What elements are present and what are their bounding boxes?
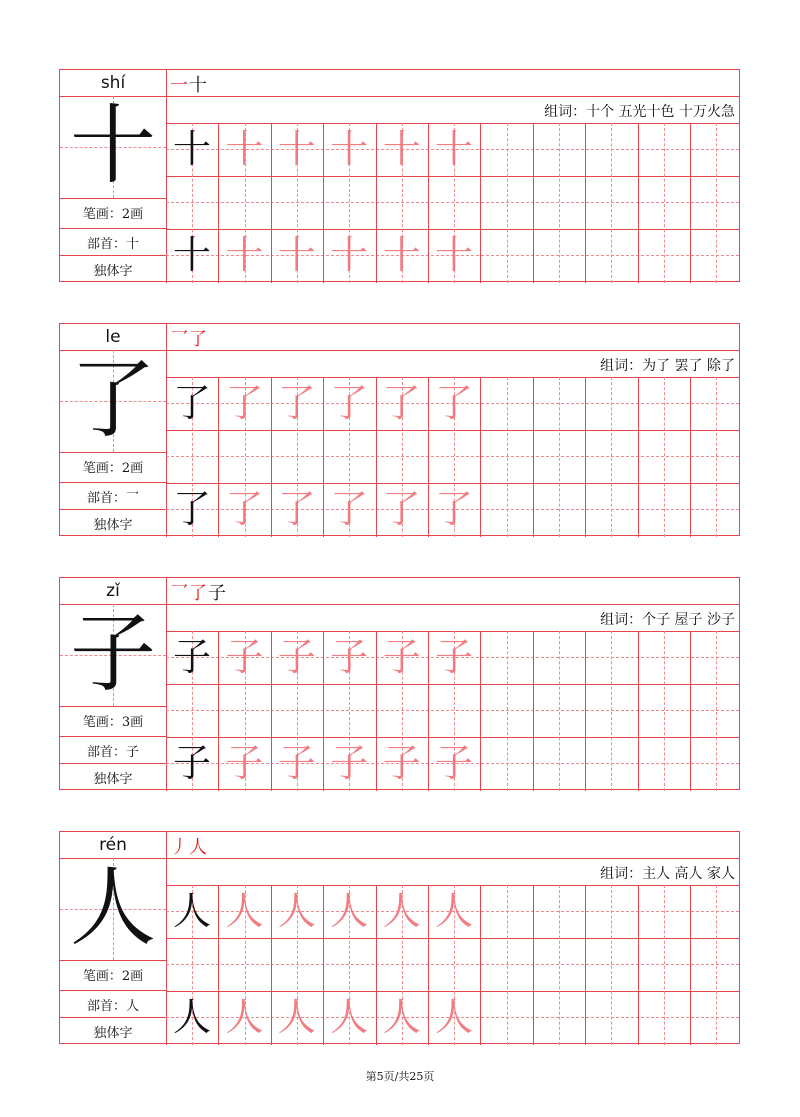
grid-col-rule (638, 885, 639, 1045)
grid-col-rule (716, 885, 717, 1045)
trace-character: 了 (382, 381, 421, 425)
trace-character: 人 (382, 889, 421, 933)
trace-character: 十 (382, 127, 421, 171)
left-panel-rule (60, 228, 166, 229)
trace-character: 十 (225, 233, 264, 277)
stroke-order (170, 325, 208, 351)
grid-mid-guide (166, 456, 739, 457)
stroke-count: 笔画：3画 (82, 715, 144, 730)
word-examples: 组词：为了 罢了 除了 (600, 358, 735, 374)
grid-mid-guide (166, 710, 739, 711)
stroke-order (170, 833, 208, 859)
grid-row-rule (166, 96, 739, 97)
model-character: 子 (172, 635, 211, 679)
trace-character: 子 (382, 635, 421, 679)
trace-character: 了 (225, 381, 264, 425)
model-character: 人 (172, 889, 211, 933)
trace-character: 十 (434, 127, 473, 171)
grid-col-rule (559, 631, 560, 791)
grid-col-rule (690, 123, 691, 283)
trace-character: 了 (382, 487, 421, 531)
grid-mid-guide (166, 964, 739, 965)
pinyin-label: shí (100, 73, 126, 93)
model-character: 十 (172, 233, 211, 277)
trace-character: 子 (330, 635, 369, 679)
stroke-step: 了 (189, 583, 208, 604)
trace-character: 十 (277, 127, 316, 171)
page-footer: 第5页/共25页 (365, 1070, 435, 1083)
character-card (59, 69, 740, 282)
radical: 部首：乛 (86, 491, 139, 506)
trace-character: 十 (277, 233, 316, 277)
left-panel-rule (60, 452, 166, 453)
trace-character: 子 (330, 741, 369, 785)
radical: 部首：人 (86, 999, 139, 1014)
left-panel-rule (60, 960, 166, 961)
grid-col-rule (664, 885, 665, 1045)
trace-character: 子 (434, 741, 473, 785)
structure-type: 独体字 (93, 518, 133, 533)
grid-col-rule (716, 631, 717, 791)
stroke-step: 十 (189, 75, 208, 96)
grid-row-rule (166, 684, 739, 685)
grid-col-rule (690, 885, 691, 1045)
model-character: 十 (172, 127, 211, 171)
big-character: 子 (70, 604, 156, 704)
trace-character: 人 (382, 995, 421, 1039)
stroke-step: 子 (208, 583, 227, 604)
grid-col-rule (611, 885, 612, 1045)
trace-character: 了 (330, 381, 369, 425)
grid-col-rule (716, 377, 717, 537)
pinyin-label: rén (99, 835, 127, 855)
trace-character: 人 (277, 889, 316, 933)
big-character: 了 (70, 350, 156, 450)
model-character: 了 (172, 381, 211, 425)
pinyin-label: le (105, 327, 121, 347)
stroke-step: 丿 (170, 837, 189, 858)
trace-character: 人 (225, 995, 264, 1039)
stroke-order (170, 579, 227, 605)
left-panel-rule (60, 198, 166, 199)
grid-col-rule (585, 631, 586, 791)
trace-character: 人 (434, 889, 473, 933)
trace-character: 十 (434, 233, 473, 277)
big-character: 十 (70, 96, 156, 196)
trace-character: 人 (330, 889, 369, 933)
trace-character: 人 (434, 995, 473, 1039)
grid-row-rule (166, 176, 739, 177)
stroke-step: 人 (189, 837, 208, 858)
grid-col-rule (611, 631, 612, 791)
stroke-step: 乛 (170, 583, 189, 604)
grid-col-rule (690, 631, 691, 791)
grid-col-rule (533, 123, 534, 283)
left-panel-rule (60, 706, 166, 707)
trace-character: 子 (277, 635, 316, 679)
grid-col-rule (638, 631, 639, 791)
trace-character: 了 (330, 487, 369, 531)
radical: 部首：十 (86, 237, 139, 252)
grid-col-rule (533, 885, 534, 1045)
stroke-step: 乛 (170, 329, 189, 350)
trace-character: 人 (277, 995, 316, 1039)
trace-character: 子 (225, 741, 264, 785)
stroke-count: 笔画：2画 (82, 969, 144, 984)
word-examples: 组词：个子 屋子 沙子 (600, 612, 735, 628)
grid-col-rule (664, 377, 665, 537)
grid-col-rule (533, 377, 534, 537)
left-panel-rule (60, 255, 166, 256)
trace-character: 十 (330, 127, 369, 171)
model-character: 了 (172, 487, 211, 531)
structure-type: 独体字 (93, 264, 133, 279)
character-card (59, 323, 740, 536)
radical: 部首：子 (86, 745, 139, 760)
grid-col-rule (507, 123, 508, 283)
trace-character: 子 (434, 635, 473, 679)
grid-col-rule (611, 123, 612, 283)
grid-col-rule (559, 123, 560, 283)
trace-character: 了 (434, 487, 473, 531)
character-card (59, 831, 740, 1044)
grid-col-rule (559, 377, 560, 537)
grid-col-rule (480, 377, 481, 537)
trace-character: 了 (277, 381, 316, 425)
stroke-step: 一 (170, 75, 189, 96)
structure-type: 独体字 (93, 1026, 133, 1041)
grid-col-rule (585, 885, 586, 1045)
grid-col-rule (507, 885, 508, 1045)
trace-character: 人 (225, 889, 264, 933)
grid-col-rule (585, 377, 586, 537)
left-panel-rule (60, 990, 166, 991)
grid-row-rule (166, 350, 739, 351)
trace-character: 了 (277, 487, 316, 531)
model-character: 人 (172, 995, 211, 1039)
left-panel-rule (60, 1017, 166, 1018)
trace-character: 十 (382, 233, 421, 277)
pinyin-label: zǐ (106, 581, 120, 601)
grid-col-rule (507, 377, 508, 537)
trace-character: 十 (225, 127, 264, 171)
grid-col-rule (664, 123, 665, 283)
word-examples: 组词：十个 五光十色 十万火急 (544, 104, 735, 120)
model-character: 子 (172, 741, 211, 785)
left-panel-rule (60, 763, 166, 764)
stroke-count: 笔画：2画 (82, 461, 144, 476)
grid-col-rule (480, 885, 481, 1045)
trace-character: 子 (382, 741, 421, 785)
grid-col-rule (480, 123, 481, 283)
grid-col-rule (585, 123, 586, 283)
trace-character: 子 (277, 741, 316, 785)
big-character: 人 (70, 858, 156, 958)
grid-col-rule (480, 631, 481, 791)
character-card (59, 577, 740, 790)
trace-character: 了 (225, 487, 264, 531)
grid-col-rule (664, 631, 665, 791)
word-examples: 组词：主人 高人 家人 (600, 866, 735, 882)
grid-row-rule (166, 858, 739, 859)
grid-col-rule (638, 377, 639, 537)
grid-col-rule (716, 123, 717, 283)
grid-col-rule (507, 631, 508, 791)
left-panel-rule (60, 482, 166, 483)
grid-col-rule (638, 123, 639, 283)
grid-col-rule (559, 885, 560, 1045)
stroke-order (170, 71, 208, 97)
grid-row-rule (166, 938, 739, 939)
grid-row-rule (166, 430, 739, 431)
stroke-count: 笔画：2画 (82, 207, 144, 222)
left-panel-rule (60, 736, 166, 737)
structure-type: 独体字 (93, 772, 133, 787)
grid-row-rule (166, 604, 739, 605)
stroke-step: 了 (189, 329, 208, 350)
grid-col-rule (611, 377, 612, 537)
grid-col-rule (690, 377, 691, 537)
grid-col-rule (533, 631, 534, 791)
trace-character: 子 (225, 635, 264, 679)
trace-character: 了 (434, 381, 473, 425)
trace-character: 十 (330, 233, 369, 277)
grid-mid-guide (166, 202, 739, 203)
left-panel-rule (60, 509, 166, 510)
trace-character: 人 (330, 995, 369, 1039)
